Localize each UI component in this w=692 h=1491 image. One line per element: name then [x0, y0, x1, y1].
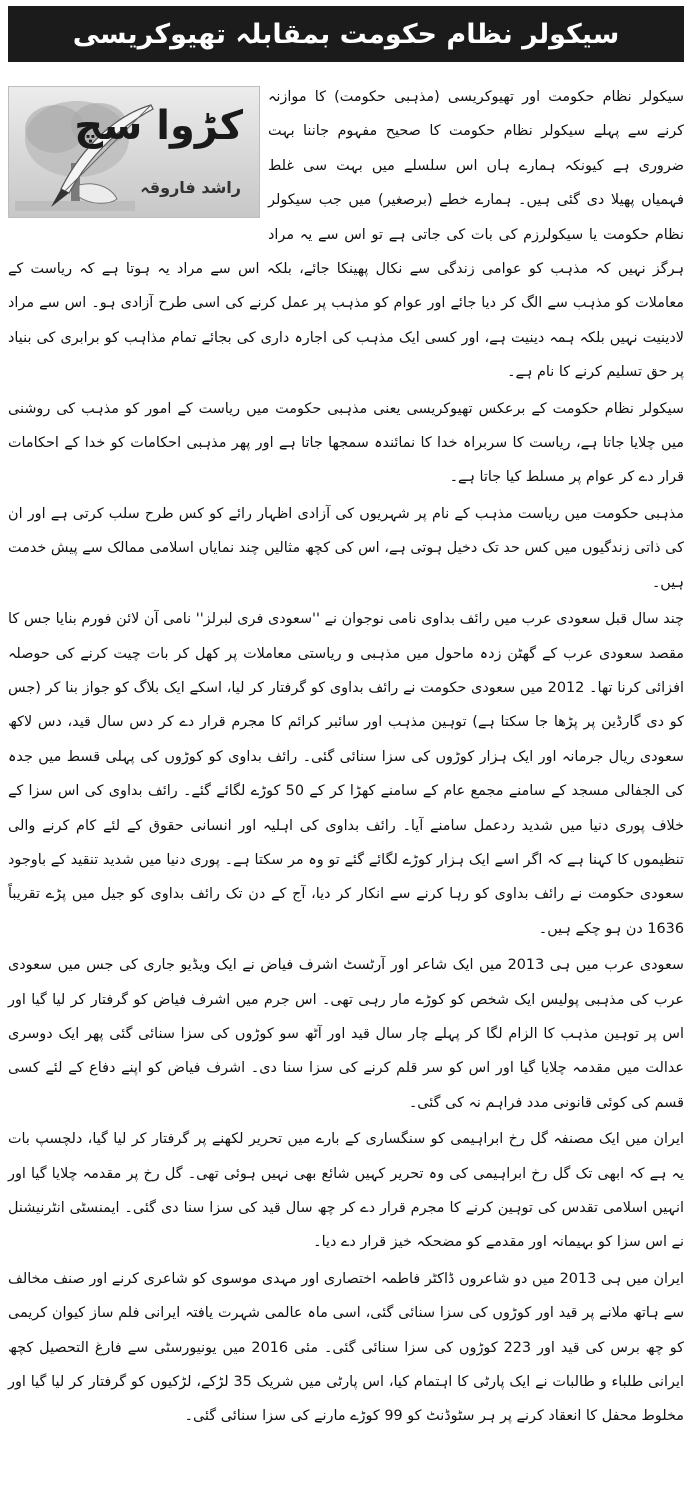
newspaper-page [0, 6, 692, 1491]
paragraph-text: سیکولر نظام حکومت اور تھیوکریسی (مذہبی حکومت) کا موازنہ کرنے سے پہلے سیکولر نظام حکومت کا صحیح مفہوم جاننا بہت ضروری ہے کیونکہ ہمارے ہاں اس سلسلے میں بہت سی غلط فہمیاں پھیلا دی گئی ہیں۔ ہمارے خطے (برصغیر) میں جب سیکولر نظام حکومت یا سیکولرزم کی بات کی جاتی ہے تو اس سے یہ مراد ہرگز نہیں کہ مذہب کو عوامی زندگی سے نکال پھینکا جائے، بلکہ اس سے مراد یہ ہوتا ہے کہ ریاست کے معاملات کو مذہب سے الگ کر دیا جائے اور عوام کو مذہب پر عمل کرنے کی اسی طرح آزادی ہو۔ اس سے مراد لادینیت نہیں بلکہ ہمہ دینیت ہے، اور کسی ایک مذہب کی اجارہ داری کی بجائے تمام مذاہب کو برابری کی بنیاد پر حق تسلیم کرنے کا نام ہے۔ [8, 89, 684, 381]
article-paragraph: سعودی عرب میں ہی 2013 میں ایک شاعر اور آرٹسٹ اشرف فیاض نے ایک ویڈیو جاری کی جس میں سعودی عرب کی مذہبی پولیس ایک شخص کو کوڑے مار رہی تھی۔ اس جرم میں اشرف فیاض کو گرفتار کر لیا گیا اور اس پر توہین مذہب کا الزام لگا کر پہلے چار سال قید اور آٹھ سو کوڑوں کی سزا سنائی گئی پھر ایک دوسری عدالت میں مقدمہ چلایا گیا اور اس کو سر قلم کرنے کی سزا سنا دی۔ اشرف فیاض کو اپنے دفاع کے لئے کسی قسم کی کوئی قانونی مدد فراہم نہ کی گئی۔ [8, 957, 684, 1111]
article-paragraph: مذہبی حکومت میں ریاست مذہب کے نام پر شہریوں کی آزادی اظہار رائے کو کس طرح سلب کرتی ہے اور ان کی ذاتی زندگیوں میں کس حد تک دخیل ہوتی ہے، اس کی کچھ مثالیں چند نمایاں اسلامی ممالک سے پیش خدمت ہیں۔ [8, 505, 684, 591]
article-paragraph: سیکولر نظام حکومت کے برعکس تھیوکریسی یعنی مذہبی حکومت میں ریاست کے امور کو مذہب کی روشنی میں چلایا جاتا ہے، ریاست کا سربراہ خدا کا نمائندہ سمجھا جاتا ہے اور پھر مذہبی احکامات کو خدا کے احکامات قرار دے کر عوام پر مسلط کیا جاتا ہے۔ [8, 400, 684, 486]
column-author: راشد فاروقہ [140, 178, 241, 197]
headline-banner [8, 6, 684, 62]
article-paragraph: ایران میں ایک مصنفہ گل رخ ابراہیمی کو سنگساری کے بارے میں تحریر لکھنے پر گرفتار کر لیا گیا، دلچسپ بات یہ ہے کہ ابھی تک گل رخ ابراہیمی کی وہ تحریر کہیں شائع بھی نہیں ہوئی تھی۔ گل رخ پر مقدمہ چلایا گیا اور انہیں اسلامی تقدس کی توہین کرنے کا مجرم قرار دے کر چھ سال قید کی سزا سنا دی گئی۔ ایمنسٹی انٹرنیشنل نے اس سزا کو بہیمانہ اور مقدمے کو مضحکہ خیز قرار دے دیا۔ [8, 1131, 684, 1251]
column-name: کڑوا سچ [74, 103, 243, 149]
column-logo [8, 86, 260, 218]
article-paragraph: چند سال قبل سعودی عرب میں رائف بداوی نامی نوجوان نے ''سعودی فری لبرلز'' نامی آن لائن فورم بنایا جس کا مقصد سعودی عرب کے گھٹن زدہ ماحول میں مذہبی و ریاستی معاملات پر کھل کر بات چیت کرنے کی حوصلہ افزائی کرنا تھا۔ 2012 میں سعودی حکومت نے رائف بداوی کو گرفتار کر لیا، اسکے ایک بلاگ کو جواز بنا کر (جس کو دی گارڈین پر پڑھا جا سکتا ہے) توہین مذہب اور سائبر کرائم کا مجرم قرار دے کر دس سال قید، دس لاکھ سعودی ریال جرمانہ اور ایک ہزار کوڑوں کی سزا سنائی گئی۔ رائف بداوی کو کوڑوں کی پہلی قسط میں جدہ کی الجفالی مسجد کے سامنے مجمع عام کے سامنے کھڑا کر کے 50 کوڑے لگائے گئے۔ رائف بداوی کی اس سزا کے خلاف پوری دنیا میں شدید ردعمل سامنے آیا۔ رائف بداوی کی اہلیہ اور انسانی حقوق کے لئے کام کرنے والی تنظیموں کا کہنا ہے کہ اگر اسے ایک ہزار کوڑے لگائے گئے تو وہ مر سکتا ہے۔ پوری دنیا میں شدید تنقید کے باوجود سعودی حکومت نے رائف بداوی کو رہا کرنے سے انکار کر دیا، آج کے دن تک رائف بداوی کو جیل میں پڑے تقریباً 1636 دن ہو چکے ہیں۔ [8, 611, 684, 937]
article-paragraph [8, 80, 684, 390]
article-body [8, 80, 684, 1434]
headline: سیکولر نظام حکومت بمقابلہ تھیوکریسی [72, 18, 620, 50]
article-paragraph: ایران میں ہی 2013 میں دو شاعروں ڈاکٹر فاطمہ اختصاری اور مہدی موسوی کو شاعری کرنے اور صنف مخالف سے ہاتھ ملانے پر قید اور کوڑوں کی سزا سنائی گئی، اسی ماہ عالمی شہرت یافتہ ایرانی فلم ساز کیوان کریمی کو چھ برس کی قید اور 223 کوڑوں کی سزا سنائی گئی۔ مئی 2016 میں یونیورسٹی سے فارغ التحصیل کچھ ایرانی طلباء و طالبات نے ایک پارٹی کا اہتمام کیا، اس پارٹی میں شریک 35 لڑکے، لڑکیوں کو گرفتار کر لیا گیا اور مخلوط محفل کا انعقاد کرنے پر ہر سٹوڈنٹ کو 99 کوڑے مارنے کی سزا سنائی گئی۔ [8, 1270, 684, 1425]
